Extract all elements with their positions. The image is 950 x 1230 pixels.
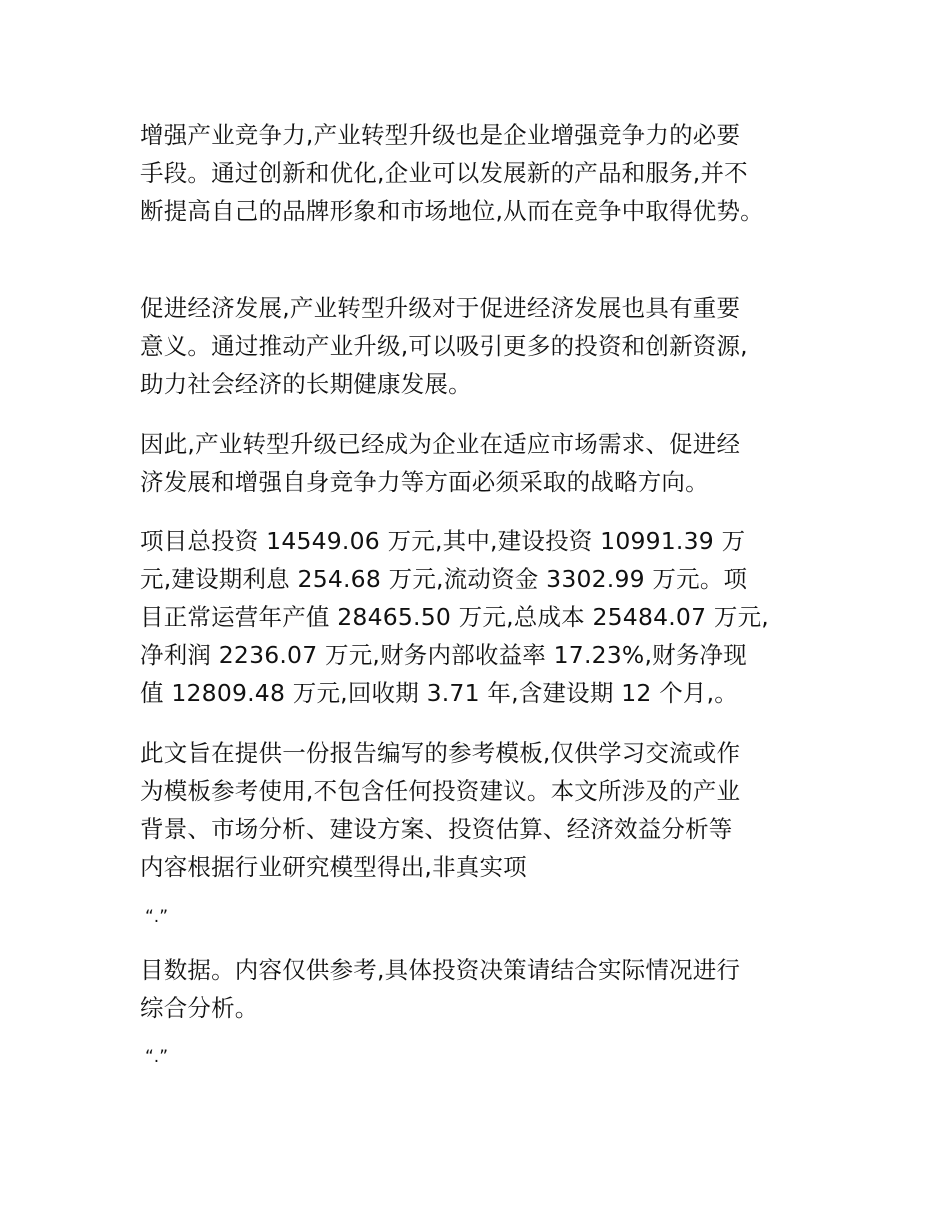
- quote-mark-2: “.”: [145, 1047, 169, 1067]
- paragraph-4-line-1: 项目总投资 14549.06 万元,其中,建设投资 10991.39 万: [140, 527, 746, 555]
- paragraph-6-line-1: 目数据。内容仅供参考,具体投资决策请结合实际情况进行: [140, 956, 741, 984]
- paragraph-5-line-4: 内容根据行业研究模型得出,非真实项: [140, 853, 527, 881]
- paragraph-5-line-2: 为模板参考使用,不包含任何投资建议。本文所涉及的产业: [140, 777, 741, 805]
- paragraph-2-line-1: 促进经济发展,产业转型升级对于促进经济发展也具有重要: [140, 294, 741, 322]
- paragraph-2-line-3: 助力社会经济的长期健康发展。: [140, 370, 472, 398]
- paragraph-3-line-2: 济发展和增强自身竞争力等方面必须采取的战略方向。: [140, 468, 709, 496]
- paragraph-4-line-4: 净利润 2236.07 万元,财务内部收益率 17.23%,财务净现: [140, 641, 747, 669]
- paragraph-3-line-1: 因此,产业转型升级已经成为企业在适应市场需求、促进经: [140, 430, 741, 458]
- paragraph-5-line-3: 背景、市场分析、建设方案、投资估算、经济效益分析等: [140, 815, 733, 843]
- paragraph-1-line-1: 增强产业竞争力,产业转型升级也是企业增强竞争力的必要: [140, 121, 741, 149]
- paragraph-1-line-3: 断提高自己的品牌形象和市场地位,从而在竞争中取得优势。: [140, 197, 764, 225]
- paragraph-5-line-1: 此文旨在提供一份报告编写的参考模板,仅供学习交流或作: [140, 739, 741, 767]
- paragraph-4-line-5: 值 12809.48 万元,回收期 3.71 年,含建设期 12 个月,。: [140, 679, 738, 707]
- paragraph-2-line-2: 意义。通过推动产业升级,可以吸引更多的投资和创新资源,: [140, 332, 748, 360]
- paragraph-6-line-2: 综合分析。: [140, 994, 259, 1022]
- paragraph-4-line-2: 元,建设期利息 254.68 万元,流动资金 3302.99 万元。项: [140, 565, 748, 593]
- paragraph-1-line-2: 手段。通过创新和优化,企业可以发展新的产品和服务,并不: [140, 159, 748, 187]
- paragraph-4-line-3: 目正常运营年产值 28465.50 万元,总成本 25484.07 万元,: [140, 603, 769, 631]
- quote-mark-1: “.”: [145, 907, 169, 927]
